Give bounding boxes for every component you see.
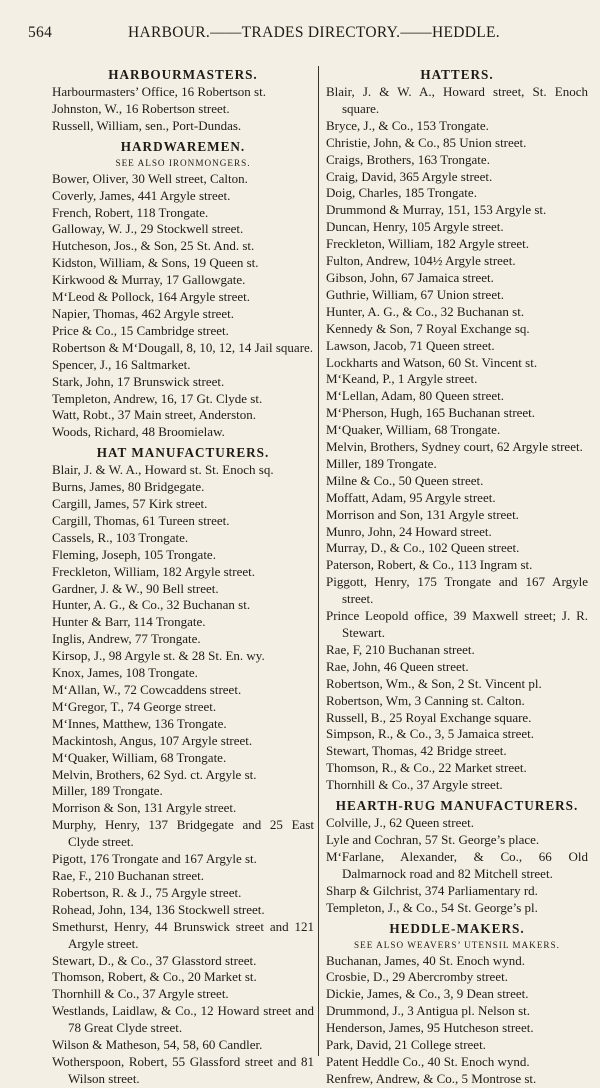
directory-entry: Robertson, Wm, 3 Canning st. Calton. xyxy=(326,692,525,708)
directory-entry: Hunter, A. G., & Co., 32 Buchanan st. xyxy=(326,303,525,319)
directory-entry: Blair, J. & W. A., Howard street, St. Enoch square. xyxy=(326,84,588,116)
directory-entry: Westlands, Laidlaw, & Co., 12 Howard street and 78 Great Clyde street. xyxy=(52,1003,314,1036)
section-hardwaremen xyxy=(52,138,314,442)
directory-entry: Paterson, Robert, & Co., 113 Ingram st. xyxy=(326,557,533,573)
directory-entry: Simpson, R., & Co., 3, 5 Jamaica street. xyxy=(326,726,534,742)
directory-entry: Stewart, Thomas, 42 Bridge street. xyxy=(326,743,507,759)
directory-entry: Prince Leopold office, 39 Maxwell street; J. R. Stewart. xyxy=(326,608,588,640)
directory-entry: Sharp & Gilchrist, 374 Parliamentary rd. xyxy=(326,882,538,898)
entry-list xyxy=(52,84,314,135)
directory-entry: Hunter, A. G., & Co., 32 Buchanan st. xyxy=(52,597,251,613)
directory-entry: Rae, John, 46 Queen street. xyxy=(326,658,469,674)
entry-list xyxy=(52,171,314,442)
directory-entry: Doig, Charles, 185 Trongate. xyxy=(326,185,477,201)
directory-entry: Burns, James, 80 Bridgegate. xyxy=(52,479,205,495)
directory-entry: Inglis, Andrew, 77 Trongate. xyxy=(52,631,201,647)
directory-entry: Melvin, Brothers, Sydney court, 62 Argyle street. xyxy=(326,439,583,455)
directory-entry: Kennedy & Son, 7 Royal Exchange sq. xyxy=(326,320,530,336)
section-heading: HARDWAREMEN. xyxy=(120,138,246,154)
directory-entry: Templeton, Andrew, 16, 17 Gt. Clyde st. xyxy=(52,390,263,406)
directory-entry: Crosbie, D., 29 Abercromby street. xyxy=(326,969,508,985)
directory-entry: Hunter & Barr, 114 Trongate. xyxy=(52,614,206,630)
directory-entry: M‘Keand, P., 1 Argyle street. xyxy=(326,371,478,387)
directory-entry: Melvin, Brothers, 62 Syd. ct. Argyle st. xyxy=(52,766,257,782)
directory-entry: Russell, William, sen., Port-Dundas. xyxy=(52,117,242,133)
column-divider xyxy=(318,66,319,1056)
directory-entry: Gardner, J. & W., 90 Bell street. xyxy=(52,580,219,596)
directory-entry: Woods, Richard, 48 Broomielaw. xyxy=(52,424,225,440)
directory-entry: Milne & Co., 50 Queen street. xyxy=(326,472,484,488)
left-column xyxy=(52,66,314,1088)
section-heading: HAT MANUFACTURERS. xyxy=(96,445,270,461)
directory-entry: Bryce, J., & Co., 153 Trongate. xyxy=(326,117,489,133)
directory-entry: Morrison and Son, 131 Argyle street. xyxy=(326,506,519,522)
directory-entry: Guthrie, William, 67 Union street. xyxy=(326,286,504,302)
directory-entry: M‘Quaker, William, 68 Trongate. xyxy=(326,422,501,438)
directory-entry: Thornhill & Co., 37 Argyle street. xyxy=(52,986,229,1002)
directory-entry: Watt, Robt., 37 Main street, Anderston. xyxy=(52,407,257,423)
directory-entry: Henderson, James, 95 Hutcheson street. xyxy=(326,1020,534,1036)
directory-entry: Moffatt, Adam, 95 Argyle street. xyxy=(326,489,496,505)
section-heading: HATTERS. xyxy=(420,67,494,82)
entry-list xyxy=(326,815,588,916)
directory-entry: M‘Allan, W., 72 Cowcaddens street. xyxy=(52,682,242,697)
directory-entry: Fulton, Andrew, 104½ Argyle street. xyxy=(326,253,516,269)
directory-entry: Hutcheson, Jos., & Son, 25 St. And. st. xyxy=(52,238,255,254)
directory-entry: Munro, John, 24 Howard street. xyxy=(326,523,492,539)
entry-list xyxy=(52,462,314,1088)
directory-entry: Price & Co., 15 Cambridge street. xyxy=(52,322,229,338)
section-cross-reference: SEE ALSO WEAVERS’ UTENSIL MAKERS. xyxy=(354,939,560,950)
directory-entry: Drummond & Murray, 151, 153 Argyle st. xyxy=(326,202,547,218)
directory-entry: Stewart, D., & Co., 37 Glasstord street. xyxy=(52,952,257,968)
running-title: HARBOUR.——TRADES DIRECTORY.——HEDDLE. xyxy=(128,24,500,41)
directory-entry: Spencer, J., 16 Saltmarket. xyxy=(52,356,191,372)
directory-entry: Harbourmasters’ Office, 16 Robertson st. xyxy=(52,84,266,99)
directory-entry: M‘Lellan, Adam, 80 Queen street. xyxy=(326,388,504,404)
directory-entry: Galloway, W. J., 29 Stockwell street. xyxy=(52,221,244,237)
section-heddle-makers xyxy=(326,920,588,1088)
section-hat-manufacturers xyxy=(52,444,314,1088)
directory-entry: Robertson & M‘Dougall, 8, 10, 12, 14 Jail square. xyxy=(52,339,314,355)
directory-entry: Stark, John, 17 Brunswick street. xyxy=(52,373,225,389)
directory-entry: Cargill, James, 57 Kirk street. xyxy=(52,496,208,512)
directory-entry: Craig, David, 365 Argyle street. xyxy=(326,168,493,184)
directory-entry: Park, David, 21 College street. xyxy=(326,1037,486,1053)
directory-entry: Thornhill & Co., 37 Argyle street. xyxy=(326,777,503,793)
directory-entry: Murray, D., & Co., 102 Queen street. xyxy=(326,540,520,556)
directory-entry: Cassels, R., 103 Trongate. xyxy=(52,529,189,545)
directory-entry: Piggott, Henry, 175 Trongate and 167 Argyle street. xyxy=(326,574,588,607)
directory-entry: Bower, Oliver, 30 Well street, Calton. xyxy=(52,170,248,186)
directory-entry: Buchanan, James, 40 St. Enoch wynd. xyxy=(326,952,525,968)
section-cross-reference: SEE ALSO IRONMONGERS. xyxy=(115,157,251,168)
directory-entry: Fleming, Joseph, 105 Trongate. xyxy=(52,546,216,562)
directory-entry: Drummond, J., 3 Antigua pl. Nelson st. xyxy=(326,1003,531,1019)
directory-entry: Kirkwood & Murray, 17 Gallowgate. xyxy=(52,272,246,288)
directory-entry: Craigs, Brothers, 163 Trongate. xyxy=(326,151,490,167)
directory-entry: Robertson, Wm., & Son, 2 St. Vincent pl. xyxy=(326,675,542,691)
directory-entry: Johnston, W., 16 Robertson street. xyxy=(52,100,230,116)
directory-entry: Templeton, J., & Co., 54 St. George’s pl. xyxy=(326,899,538,915)
directory-entry: Rae, F., 210 Buchanan street. xyxy=(52,867,205,883)
directory-entry: Smethurst, Henry, 44 Brunswick street and 121 Argyle street. xyxy=(52,918,314,951)
directory-entry: Napier, Thomas, 462 Argyle street. xyxy=(52,305,235,321)
directory-entry: Kidston, William, & Sons, 19 Queen st. xyxy=(52,255,259,271)
directory-entry: Wilson & Matheson, 54, 58, 60 Candler. xyxy=(52,1037,263,1053)
directory-entry: Miller, 189 Trongate. xyxy=(326,455,437,471)
directory-entry: Rae, F, 210 Buchanan street. xyxy=(326,641,475,657)
directory-entry: M‘Gregor, T., 74 George street. xyxy=(52,698,217,714)
directory-entry: Mackintosh, Angus, 107 Argyle street. xyxy=(52,732,253,748)
right-column xyxy=(326,66,588,1088)
directory-entry: M‘Farlane, Alexander, & Co., 66 Old Dalmarnock road and 82 Mitchell street. xyxy=(326,848,588,881)
directory-entry: Rohead, John, 134, 136 Stockwell street. xyxy=(52,901,265,917)
directory-entry: Lawson, Jacob, 71 Queen street. xyxy=(326,337,495,353)
directory-entry: Christie, John, & Co., 85 Union street. xyxy=(326,134,527,150)
page-number: 564 xyxy=(28,24,53,41)
directory-entry: Blair, J. & W. A., Howard st. St. Enoch sq. xyxy=(52,462,274,478)
directory-entry: Gibson, John, 67 Jamaica street. xyxy=(326,269,494,285)
directory-entry: Wotherspoon, Robert, 55 Glassford street and 81 Wilson street. xyxy=(52,1053,314,1086)
section-hatters xyxy=(326,66,588,794)
directory-entry: Pigott, 176 Trongate and 167 Argyle st. xyxy=(52,851,257,867)
directory-entry: Lyle and Cochran, 57 St. George’s place. xyxy=(326,831,540,847)
directory-entry: Murphy, Henry, 137 Bridgegate and 25 East Clyde street. xyxy=(52,817,314,850)
directory-entry: Thomson, Robert, & Co., 20 Market st. xyxy=(52,969,257,985)
directory-entry: Robertson, R. & J., 75 Argyle street. xyxy=(52,884,242,900)
directory-entry: Freckleton, William, 182 Argyle street. xyxy=(326,236,529,252)
entry-list xyxy=(326,953,588,1088)
directory-entry: Coverly, James, 441 Argyle street. xyxy=(52,187,231,203)
directory-entry: Patent Heddle Co., 40 St. Enoch wynd. xyxy=(326,1053,530,1069)
directory-entry: Kirsop, J., 98 Argyle st. & 28 St. En. wy. xyxy=(52,648,265,664)
section-heading: HARBOURMASTERS. xyxy=(108,67,258,82)
directory-entry: Cargill, Thomas, 61 Tureen street. xyxy=(52,512,230,528)
directory-entry: Freckleton, William, 182 Argyle street. xyxy=(52,563,255,579)
directory-entry: M‘Innes, Matthew, 136 Trongate. xyxy=(52,715,227,731)
directory-entry: Miller, 189 Trongate. xyxy=(52,783,163,799)
directory-entry: Dickie, James, & Co., 3, 9 Dean street. xyxy=(326,986,529,1002)
section-harbourmasters xyxy=(52,66,314,135)
section-hearth-rug-manufacturers xyxy=(326,797,588,916)
directory-entry: M‘Leod & Pollock, 164 Argyle street. xyxy=(52,289,250,305)
directory-entry: French, Robert, 118 Trongate. xyxy=(52,204,209,220)
directory-entry: Duncan, Henry, 105 Argyle street. xyxy=(326,219,504,235)
directory-entry: Knox, James, 108 Trongate. xyxy=(52,665,198,681)
directory-entry: Colville, J., 62 Queen street. xyxy=(326,815,475,831)
section-heading: HEDDLE-MAKERS. xyxy=(389,920,525,936)
directory-entry: Morrison & Son, 131 Argyle street. xyxy=(52,800,237,816)
directory-entry: Renfrew, Andrew, & Co., 5 Montrose st. xyxy=(326,1070,537,1086)
directory-entry: M‘Pherson, Hugh, 165 Buchanan street. xyxy=(326,405,536,421)
directory-entry: Lockharts and Watson, 60 St. Vincent st. xyxy=(326,354,538,370)
page-header xyxy=(28,24,576,46)
section-heading: HEARTH-RUG MANUFACTURERS. xyxy=(335,798,579,814)
directory-entry: Russell, B., 25 Royal Exchange square. xyxy=(326,709,532,725)
directory-entry: M‘Quaker, William, 68 Trongate. xyxy=(52,749,227,765)
entry-list xyxy=(326,84,588,794)
directory-entry: Thomson, R., & Co., 22 Market street. xyxy=(326,760,527,776)
